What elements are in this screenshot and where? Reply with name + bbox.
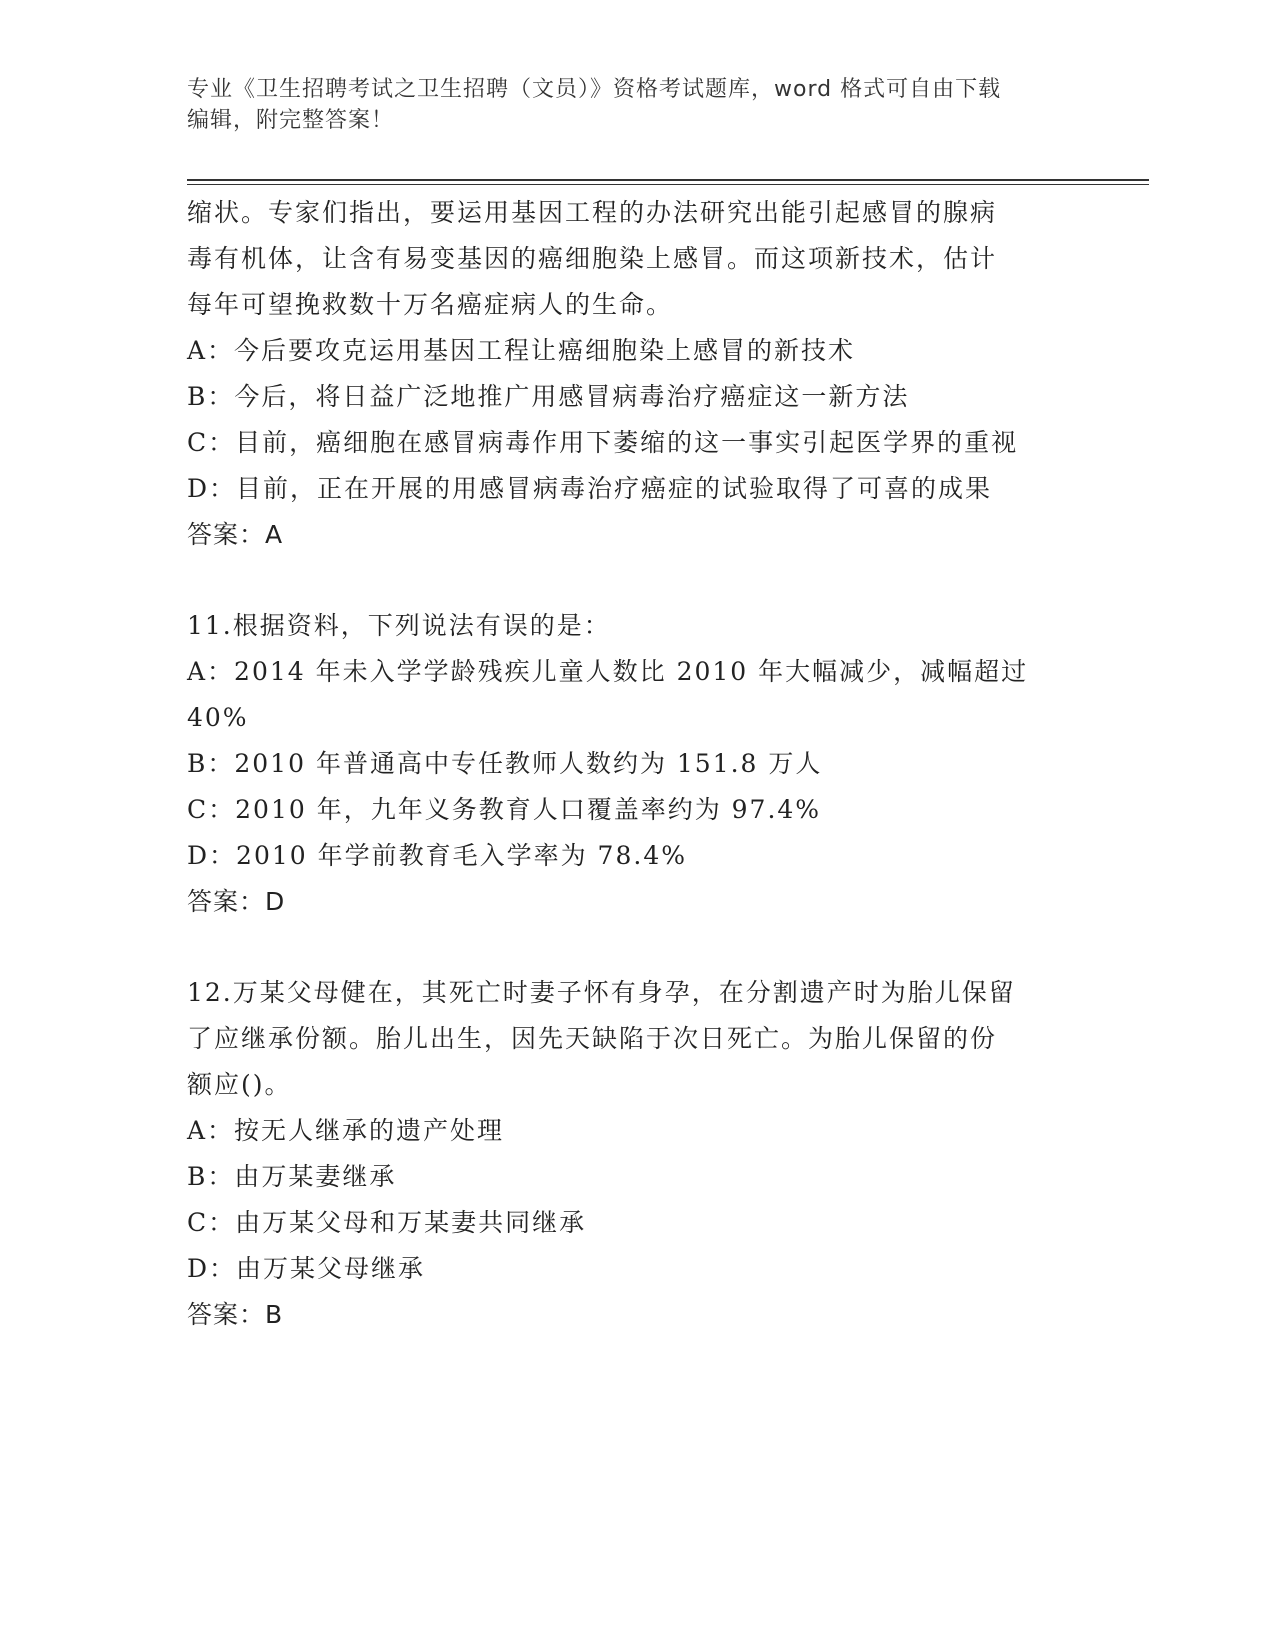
spacer	[187, 925, 1087, 970]
question-stem-line: 缩状。专家们指出，要运用基因工程的办法研究出能引起感冒的腺病	[187, 198, 998, 227]
header-line-1: 专业《卫生招聘考试之卫生招聘（文员）》资格考试题库，word 格式可自由下载	[187, 77, 1002, 102]
question-content	[187, 190, 1087, 1338]
question-stem-line: 毒有机体，让含有易变基因的癌细胞染上感冒。而这项新技术，估计	[187, 244, 998, 273]
option-d: D：2010 年学前教育毛入学率为 78.4%	[187, 841, 687, 870]
option-b: B：今后，将日益广泛地推广用感冒病毒治疗癌症这一新方法	[187, 382, 910, 411]
option-c: C：由万某父母和万某妻共同继承	[187, 1208, 587, 1237]
option-a: A：2014 年未入学学龄残疾儿童人数比 2010 年大幅减少，减幅超过	[187, 657, 1029, 686]
question-11	[187, 603, 1087, 925]
option-a: A：今后要攻克运用基因工程让癌细胞染上感冒的新技术	[187, 336, 856, 365]
question-stem-line: 了应继承份额。胎儿出生，因先天缺陷于次日死亡。为胎儿保留的份	[187, 1024, 998, 1053]
header-line-2: 编辑，附完整答案！	[187, 108, 395, 133]
question-10	[187, 190, 1087, 558]
answer-label: 答案：D	[187, 887, 286, 916]
question-stem-line: 每年可望挽救数十万名癌症病人的生命。	[187, 290, 674, 319]
option-c: C：2010 年，九年义务教育人口覆盖率约为 97.4%	[187, 795, 822, 824]
option-a-continued: 40%	[187, 703, 249, 732]
option-c: C：目前，癌细胞在感冒病毒作用下萎缩的这一事实引起医学界的重视	[187, 428, 1019, 457]
question-stem-line: 12.万某父母健在，其死亡时妻子怀有身孕，在分割遗产时为胎儿保留	[187, 978, 1016, 1007]
spacer	[187, 558, 1087, 603]
option-d: D：目前，正在开展的用感冒病毒治疗癌症的试验取得了可喜的成果	[187, 474, 993, 503]
option-a: A：按无人继承的遗产处理	[187, 1116, 505, 1145]
question-stem-line: 额应()。	[187, 1070, 292, 1099]
header-rule-thick	[187, 179, 1149, 181]
question-12	[187, 970, 1087, 1338]
answer-label: 答案：A	[187, 520, 284, 549]
answer-label: 答案：B	[187, 1300, 284, 1329]
option-b: B：由万某妻继承	[187, 1162, 397, 1191]
option-b: B：2010 年普通高中专任教师人数约为 151.8 万人	[187, 749, 823, 778]
document-header	[187, 74, 1087, 136]
question-stem-line: 11.根据资料，下列说法有误的是：	[187, 611, 611, 640]
header-rule-thin	[187, 184, 1149, 185]
option-d: D：由万某父母继承	[187, 1254, 426, 1283]
